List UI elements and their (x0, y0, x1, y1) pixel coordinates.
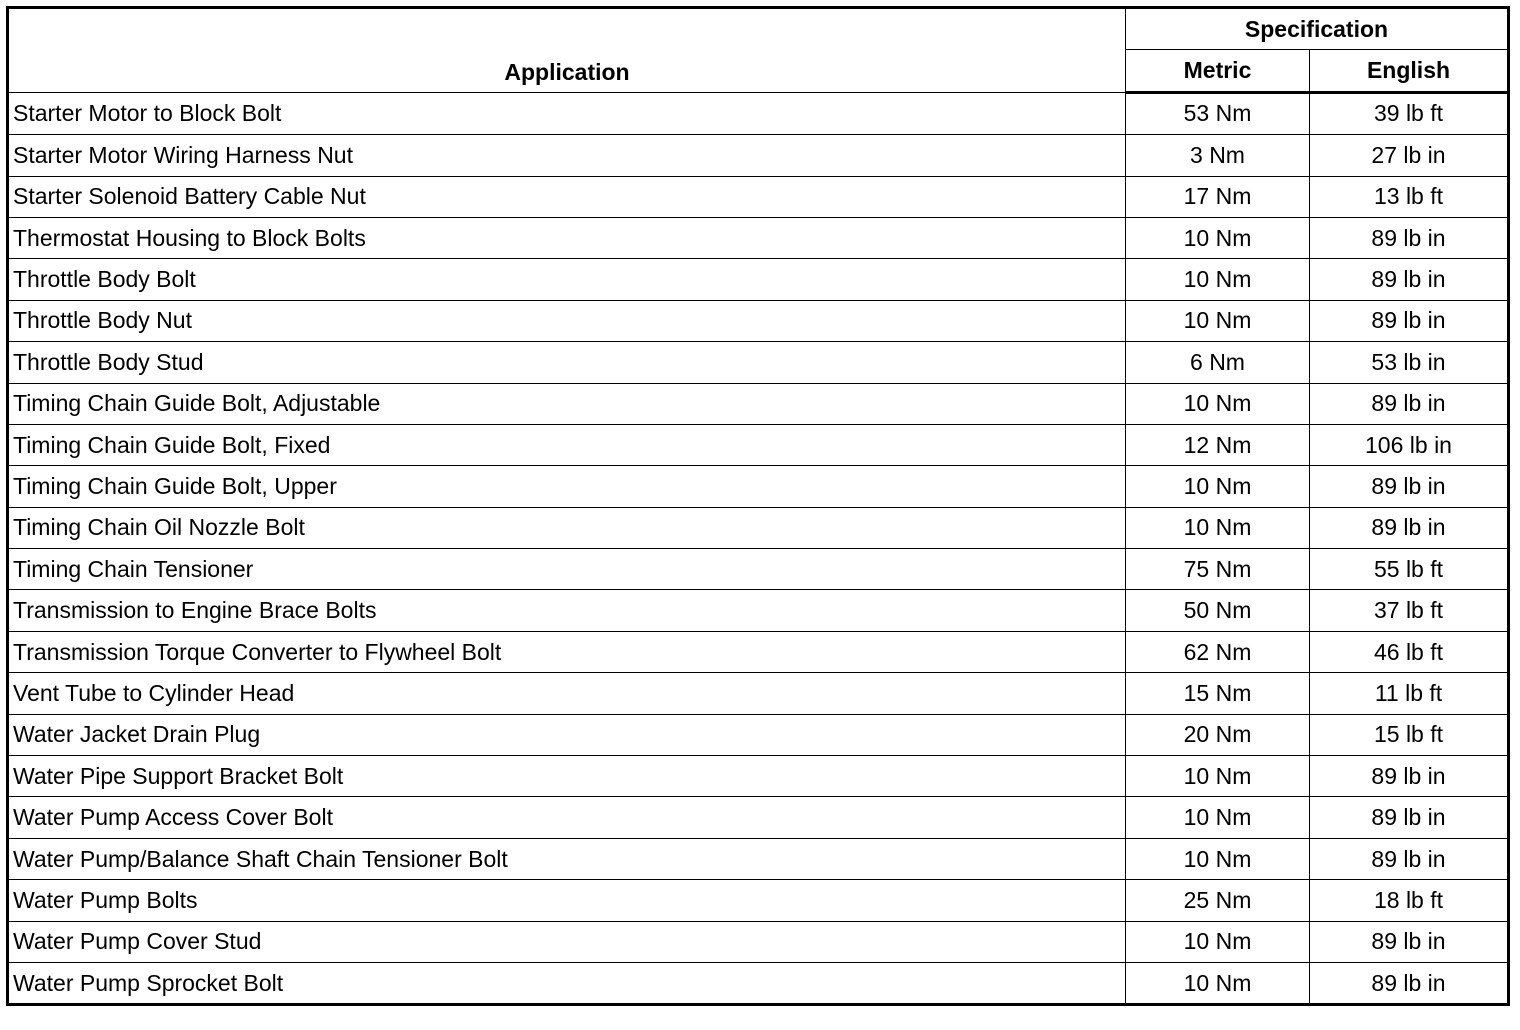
english-cell: 89 lb in (1310, 300, 1509, 341)
english-cell: 11 lb ft (1310, 673, 1509, 714)
english-cell: 89 lb in (1310, 259, 1509, 300)
application-cell: Water Pump Access Cover Bolt (8, 797, 1126, 838)
metric-cell: 6 Nm (1126, 342, 1310, 383)
application-cell: Vent Tube to Cylinder Head (8, 673, 1126, 714)
table-row (8, 549, 1509, 590)
english-cell: 89 lb in (1310, 921, 1509, 962)
metric-cell: 10 Nm (1126, 259, 1310, 300)
metric-cell: 10 Nm (1126, 507, 1310, 548)
metric-cell: 10 Nm (1126, 921, 1310, 962)
english-cell: 27 lb in (1310, 135, 1509, 176)
english-cell: 37 lb ft (1310, 590, 1509, 631)
table-header (8, 8, 1509, 93)
application-cell: Transmission to Engine Brace Bolts (8, 590, 1126, 631)
application-cell: Water Pump/Balance Shaft Chain Tensioner Bolt (8, 838, 1126, 879)
metric-cell: 10 Nm (1126, 383, 1310, 424)
table-row (8, 300, 1509, 341)
application-cell: Water Pipe Support Bracket Bolt (8, 756, 1126, 797)
metric-cell: 15 Nm (1126, 673, 1310, 714)
english-cell: 13 lb ft (1310, 176, 1509, 217)
table-row (8, 673, 1509, 714)
metric-cell: 10 Nm (1126, 466, 1310, 507)
english-cell: 18 lb ft (1310, 880, 1509, 921)
table-row (8, 135, 1509, 176)
metric-cell: 20 Nm (1126, 714, 1310, 755)
metric-cell: 12 Nm (1126, 424, 1310, 465)
table-row (8, 631, 1509, 672)
english-cell: 89 lb in (1310, 466, 1509, 507)
metric-cell: 10 Nm (1126, 797, 1310, 838)
application-cell: Water Pump Bolts (8, 880, 1126, 921)
metric-cell: 10 Nm (1126, 962, 1310, 1004)
english-cell: 46 lb ft (1310, 631, 1509, 672)
metric-cell: 17 Nm (1126, 176, 1310, 217)
english-cell: 89 lb in (1310, 838, 1509, 879)
english-cell: 89 lb in (1310, 217, 1509, 258)
specification-group-header: Specification (1126, 8, 1509, 50)
application-cell: Timing Chain Guide Bolt, Fixed (8, 424, 1126, 465)
table-row (8, 92, 1509, 134)
application-cell: Transmission Torque Converter to Flywheel Bolt (8, 631, 1126, 672)
table-body (8, 92, 1509, 1005)
table-row (8, 342, 1509, 383)
table-row (8, 921, 1509, 962)
application-cell: Timing Chain Oil Nozzle Bolt (8, 507, 1126, 548)
table-row (8, 797, 1509, 838)
english-cell: 106 lb in (1310, 424, 1509, 465)
english-cell: 39 lb ft (1310, 92, 1509, 134)
header-row-top (8, 8, 1509, 50)
english-cell: 55 lb ft (1310, 549, 1509, 590)
table-row (8, 838, 1509, 879)
application-cell: Starter Motor Wiring Harness Nut (8, 135, 1126, 176)
metric-cell: 62 Nm (1126, 631, 1310, 672)
application-cell: Water Pump Sprocket Bolt (8, 962, 1126, 1004)
application-cell: Water Jacket Drain Plug (8, 714, 1126, 755)
application-cell: Starter Motor to Block Bolt (8, 92, 1126, 134)
english-cell: 89 lb in (1310, 797, 1509, 838)
english-column-header: English (1310, 50, 1509, 92)
fastener-spec-table (6, 6, 1510, 1006)
application-cell: Timing Chain Guide Bolt, Adjustable (8, 383, 1126, 424)
metric-cell: 10 Nm (1126, 756, 1310, 797)
english-cell: 89 lb in (1310, 383, 1509, 424)
table-row (8, 217, 1509, 258)
table-row (8, 176, 1509, 217)
table-row (8, 424, 1509, 465)
application-cell: Throttle Body Bolt (8, 259, 1126, 300)
metric-cell: 25 Nm (1126, 880, 1310, 921)
table-row (8, 590, 1509, 631)
english-cell: 89 lb in (1310, 756, 1509, 797)
table-row (8, 259, 1509, 300)
metric-cell: 10 Nm (1126, 217, 1310, 258)
application-column-header: Application (8, 8, 1126, 93)
application-cell: Thermostat Housing to Block Bolts (8, 217, 1126, 258)
application-cell: Starter Solenoid Battery Cable Nut (8, 176, 1126, 217)
table-row (8, 383, 1509, 424)
application-cell: Throttle Body Stud (8, 342, 1126, 383)
metric-cell: 10 Nm (1126, 838, 1310, 879)
metric-cell: 10 Nm (1126, 300, 1310, 341)
table-row (8, 962, 1509, 1004)
english-cell: 15 lb ft (1310, 714, 1509, 755)
application-cell: Timing Chain Tensioner (8, 549, 1126, 590)
table-row (8, 880, 1509, 921)
table-row (8, 756, 1509, 797)
table-row (8, 466, 1509, 507)
application-cell: Timing Chain Guide Bolt, Upper (8, 466, 1126, 507)
metric-cell: 50 Nm (1126, 590, 1310, 631)
table-row (8, 714, 1509, 755)
metric-cell: 75 Nm (1126, 549, 1310, 590)
english-cell: 53 lb in (1310, 342, 1509, 383)
metric-cell: 3 Nm (1126, 135, 1310, 176)
application-cell: Water Pump Cover Stud (8, 921, 1126, 962)
english-cell: 89 lb in (1310, 507, 1509, 548)
table-row (8, 507, 1509, 548)
metric-cell: 53 Nm (1126, 92, 1310, 134)
metric-column-header: Metric (1126, 50, 1310, 92)
english-cell: 89 lb in (1310, 962, 1509, 1004)
application-cell: Throttle Body Nut (8, 300, 1126, 341)
